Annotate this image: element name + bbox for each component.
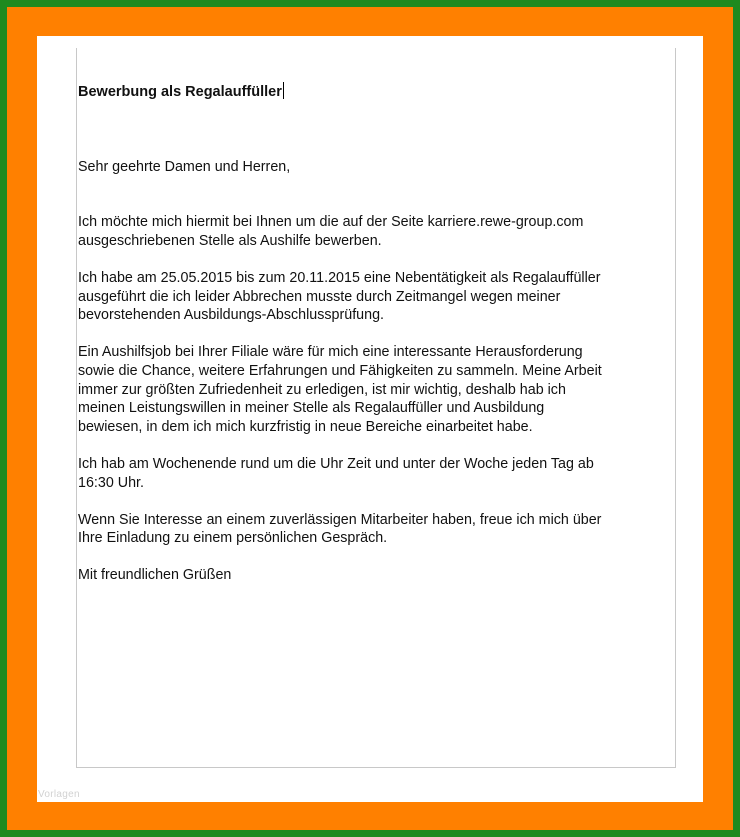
paragraph-line: meinen Leistungswillen in meiner Stelle als Regalauffüller und Ausbildung — [78, 400, 545, 417]
letter-title: Bewerbung als Regalauffüller — [78, 84, 282, 100]
paragraph-line: Wenn Sie Interesse an einem zuverlässigen Mitarbeiter haben, freue ich mich über — [78, 511, 602, 528]
watermark-text: Vorlagen — [38, 789, 80, 800]
paragraph-experience — [78, 269, 674, 325]
paragraph-line: 16:30 Uhr. — [78, 474, 144, 491]
paragraph-intro — [78, 213, 674, 250]
letter-salutation: Sehr geehrte Damen und Herren, — [78, 158, 291, 175]
paragraph-line: Ich möchte mich hiermit bei Ihnen um die auf der Seite karriere.rewe-group.com — [78, 214, 584, 231]
paragraph-line: Ihre Einladung zu einem persönlichen Gespräch. — [78, 530, 388, 547]
paragraph-line: ausgeschriebenen Stelle als Aushilfe bewerben. — [78, 232, 382, 249]
paragraph-line: Ich hab am Wochenende rund um die Uhr Zeit und unter der Woche jeden Tag ab — [78, 455, 594, 472]
paragraph-motivation — [78, 343, 674, 436]
paragraph-line: sowie die Chance, weitere Erfahrungen und Fähigkeiten zu sammeln. Meine Arbeit — [78, 362, 602, 379]
paragraph-line: ausgeführt die ich leider Abbrechen musste durch Zeitmangel wegen meiner — [78, 288, 561, 305]
text-cursor — [283, 82, 284, 99]
paragraph-line: Ich habe am 25.05.2015 bis zum 20.11.2015 eine Nebentätigkeit als Regalauffüller — [78, 269, 601, 286]
paragraph-line: immer zur größten Zufriedenheit zu erledigen, ist mir wichtig, deshalb hab ich — [78, 381, 566, 398]
letter-closing: Mit freundlichen Grüßen — [78, 567, 232, 584]
paragraph-line: bevorstehenden Ausbildungs-Abschlussprüfung. — [78, 307, 385, 324]
paragraph-interview — [78, 511, 674, 548]
letter-body[interactable] — [78, 82, 674, 585]
paragraph-availability — [78, 455, 674, 492]
paragraph-line: bewiesen, in dem ich mich kurzfristig in neue Bereiche einarbeitet habe. — [78, 418, 533, 435]
paragraph-line: Ein Aushilfsjob bei Ihrer Filiale wäre für mich eine interessante Herausforderung — [78, 344, 583, 361]
inner-orange-frame — [7, 7, 733, 830]
document-page — [37, 36, 703, 802]
